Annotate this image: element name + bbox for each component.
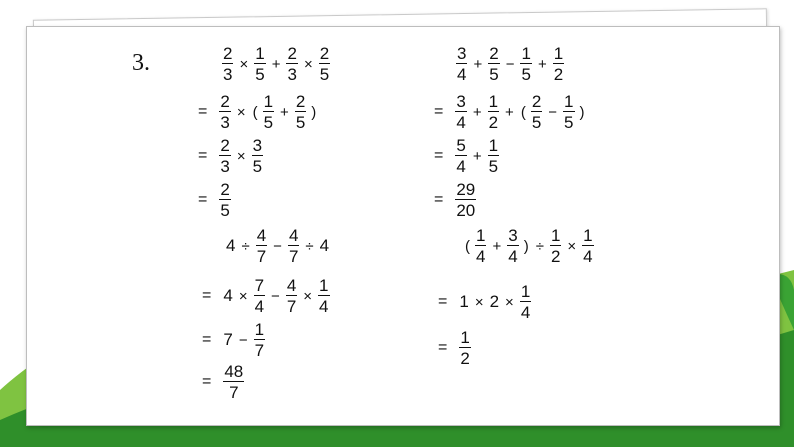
denominator: 5 (295, 113, 306, 132)
operator: + (271, 55, 281, 73)
fraction (219, 181, 230, 219)
equals-sign: = (202, 373, 212, 390)
numerator: 2 (531, 92, 542, 111)
numerator: 1 (460, 328, 470, 347)
operator: × (567, 237, 577, 255)
numerator: 1 (319, 276, 329, 295)
fraction (455, 93, 466, 131)
numerator: 1 (564, 92, 574, 111)
fraction (286, 277, 297, 315)
denominator: 20 (456, 201, 476, 220)
number: 4 (223, 286, 233, 305)
numerator: 1 (553, 44, 564, 63)
parenthesis: ( (520, 103, 526, 121)
fraction (456, 45, 467, 83)
numerator: 2 (223, 44, 233, 63)
fraction (488, 137, 499, 175)
denominator: 4 (457, 65, 467, 84)
p2-line-0 (454, 44, 566, 84)
numerator: 4 (256, 226, 267, 245)
fraction (488, 93, 499, 131)
operator: − (271, 287, 280, 305)
problem-number: 3. (132, 50, 150, 76)
denominator: 5 (531, 113, 542, 132)
operator: − (548, 103, 558, 121)
fraction (252, 137, 263, 175)
equals-sign: = (438, 339, 448, 356)
operator: ÷ (305, 237, 314, 255)
fraction (582, 227, 593, 265)
numerator: 2 (220, 180, 230, 199)
equals-sign: = (202, 331, 212, 348)
denominator: 5 (521, 65, 531, 84)
p2-line-2 (434, 136, 501, 176)
p3-line-1 (202, 276, 332, 316)
operator: + (492, 237, 502, 255)
p4-line-2 (438, 328, 473, 368)
operator: − (505, 55, 515, 73)
fraction (288, 227, 299, 265)
equals-sign: = (198, 191, 208, 208)
number: 4 (226, 236, 236, 255)
operator: × (236, 147, 246, 165)
p4-line-1 (438, 282, 533, 322)
operator: × (236, 103, 246, 121)
denominator: 4 (520, 303, 531, 322)
operator: × (303, 287, 313, 305)
numerator: 3 (457, 44, 467, 63)
denominator: 5 (220, 201, 230, 220)
numerator: 5 (456, 136, 466, 155)
fraction (295, 93, 306, 131)
p1-line-2 (198, 136, 265, 176)
number: 1 (459, 292, 469, 311)
fraction (475, 227, 486, 265)
operator: × (474, 293, 484, 311)
equals-sign: = (434, 103, 444, 120)
numerator: 3 (456, 92, 466, 111)
operator: + (505, 103, 514, 121)
numerator: 3 (252, 136, 263, 155)
numerator: 7 (254, 276, 265, 295)
p3-line-2 (202, 320, 267, 360)
numerator: 2 (287, 44, 297, 63)
denominator: 3 (223, 65, 233, 84)
denominator: 4 (254, 297, 265, 316)
operator: + (280, 103, 289, 121)
denominator: 5 (319, 65, 330, 84)
denominator: 2 (460, 349, 470, 368)
denominator: 5 (255, 65, 265, 84)
fraction (455, 137, 466, 175)
numerator: 1 (476, 226, 486, 245)
denominator: 7 (288, 247, 299, 266)
operator: + (537, 55, 547, 73)
fraction (219, 137, 230, 175)
numerator: 1 (583, 226, 593, 245)
fraction (459, 329, 470, 367)
operator: + (472, 147, 482, 165)
parenthesis: ) (579, 103, 585, 121)
denominator: 7 (286, 297, 297, 316)
operator: ÷ (241, 237, 250, 255)
denominator: 4 (319, 297, 329, 316)
equals-sign: = (434, 147, 444, 164)
denominator: 5 (252, 157, 263, 176)
denominator: 5 (564, 113, 574, 132)
number: 2 (489, 292, 500, 311)
denominator: 4 (456, 157, 466, 176)
operator: + (472, 103, 482, 121)
fraction (222, 45, 233, 83)
numerator: 2 (295, 92, 306, 111)
content-card (26, 26, 780, 426)
fraction (531, 93, 542, 131)
operator: × (239, 55, 249, 73)
p3-line-0 (224, 226, 331, 266)
denominator: 4 (456, 113, 466, 132)
fraction (318, 277, 329, 315)
denominator: 7 (254, 341, 265, 360)
equals-sign: = (434, 191, 444, 208)
equals-sign: = (438, 293, 448, 310)
equals-sign: = (202, 287, 212, 304)
equals-sign: = (198, 147, 208, 164)
denominator: 2 (488, 113, 499, 132)
number: 4 (319, 236, 330, 255)
operator: ÷ (535, 237, 544, 255)
denominator: 4 (476, 247, 486, 266)
p2-line-1 (434, 92, 588, 132)
denominator: 3 (220, 157, 230, 176)
fraction (563, 93, 574, 131)
fraction (254, 321, 265, 359)
operator: × (303, 55, 313, 73)
numerator: 2 (220, 136, 230, 155)
fraction (488, 45, 499, 83)
operator: − (238, 331, 248, 349)
p4-line-0 (462, 226, 596, 266)
fraction (286, 45, 297, 83)
p2-line-3 (434, 180, 478, 220)
parenthesis: ( (465, 237, 470, 255)
numerator: 1 (254, 320, 265, 339)
operator: − (273, 237, 282, 255)
denominator: 4 (508, 247, 518, 266)
numerator: 2 (319, 44, 330, 63)
fraction (256, 227, 267, 265)
fraction (254, 277, 265, 315)
number: 7 (223, 330, 233, 349)
numerator: 1 (255, 44, 265, 63)
fraction (520, 45, 531, 83)
denominator: 2 (553, 65, 564, 84)
parenthesis: ) (311, 103, 317, 121)
fraction (455, 181, 476, 219)
denominator: 3 (220, 113, 230, 132)
numerator: 2 (489, 44, 499, 63)
denominator: 4 (583, 247, 593, 266)
fraction (550, 227, 561, 265)
operator: + (473, 55, 483, 73)
numerator: 48 (224, 362, 244, 381)
numerator: 1 (488, 136, 499, 155)
fraction (553, 45, 564, 83)
numerator: 1 (263, 92, 274, 111)
numerator: 3 (508, 226, 518, 245)
numerator: 29 (456, 180, 476, 199)
equals-sign: = (198, 103, 208, 120)
numerator: 4 (288, 226, 299, 245)
denominator: 5 (488, 157, 499, 176)
fraction (520, 283, 531, 321)
numerator: 1 (488, 92, 499, 111)
denominator: 5 (263, 113, 274, 132)
denominator: 2 (550, 247, 561, 266)
fraction (507, 227, 518, 265)
fraction (263, 93, 274, 131)
fraction (219, 93, 230, 131)
numerator: 2 (220, 92, 230, 111)
parenthesis: ( (252, 103, 258, 121)
denominator: 5 (489, 65, 499, 84)
numerator: 1 (520, 282, 531, 301)
numerator: 1 (521, 44, 531, 63)
fraction (223, 363, 244, 401)
denominator: 7 (256, 247, 267, 266)
operator: × (505, 293, 514, 311)
fraction (254, 45, 265, 83)
p1-line-1 (198, 92, 319, 132)
denominator: 7 (229, 383, 239, 402)
parenthesis: ) (523, 237, 529, 255)
denominator: 3 (287, 65, 297, 84)
fraction (319, 45, 330, 83)
p1-line-3 (198, 180, 233, 220)
operator: × (238, 287, 248, 305)
p1-line-0 (220, 44, 332, 84)
numerator: 1 (550, 226, 561, 245)
p3-line-3 (202, 362, 246, 402)
numerator: 4 (286, 276, 297, 295)
